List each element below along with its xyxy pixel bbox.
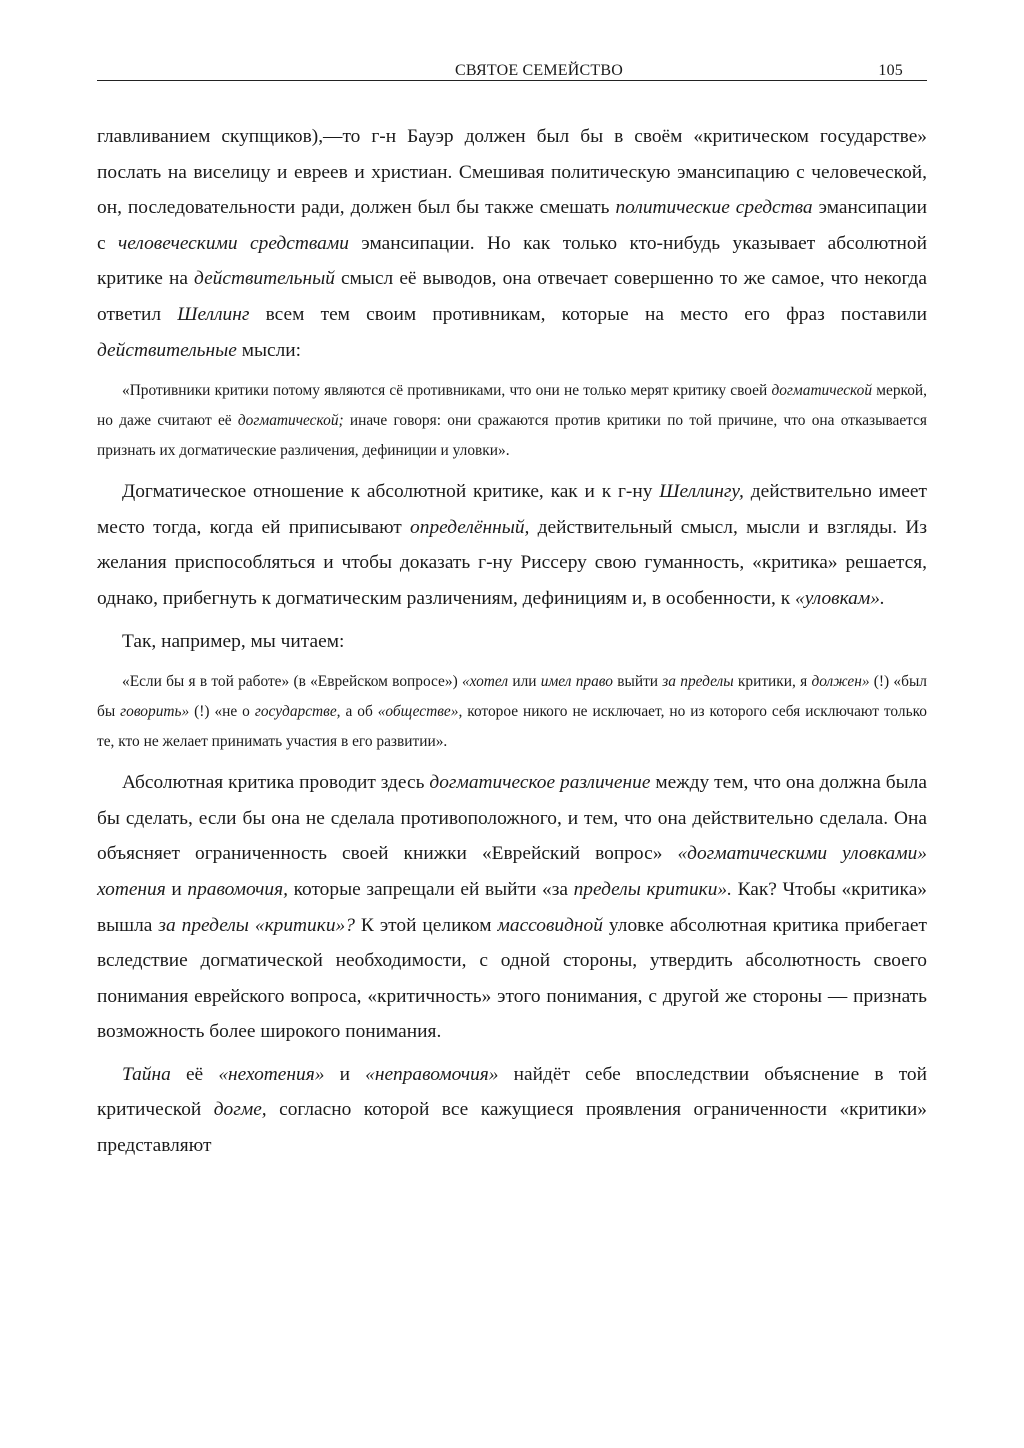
paragraph-2: Догматическое отношение к абсолютной критике, как и к г-ну Шеллингу, действительно имеет место тогда, когда ей приписывают определённый, действительный смысл, мысли и взгляды. Из желания приспособляться и чтобы доказать г-ну Риссеру свою гуманность, «критика» решается, однако, прибегнуть к догматическим различениям, дефинициям и, в особенности, к «уловкам». xyxy=(97,481,927,609)
running-title: СВЯТОЕ СЕМЕЙСТВО xyxy=(455,62,623,79)
book-page xyxy=(97,60,927,1164)
body-text xyxy=(97,119,927,1164)
paragraph-3: Так, например, мы читаем: xyxy=(122,630,345,652)
quotation-1: «Противники критики потому являются сё противниками, что они не только мерят критику своей догматической меркой, но даже считают её догматической; иначе говоря: они сражаются против критики по той причине, что она отказывается признать их догматические различения, дефиниции и уловки». xyxy=(97,382,927,460)
page-number: 105 xyxy=(878,62,903,79)
quotation-2: «Если бы я в той работе» (в «Еврейском вопросе») «хотел или имел право выйти за пределы критики, я должен» (!) «был бы говорить» (!) «не о государстве, а об «обществе», которое никого не исключает, но из которого себя исключают только те, кто не желает принимать участия в его развитии». xyxy=(97,673,927,751)
running-header xyxy=(97,60,927,81)
paragraph-1: главливанием скупщиков),—то г-н Бауэр должен был бы в своём «критическом государстве» послать на виселицу и евреев и христиан. Смешивая политическую эмансипацию с человеческой, он, последовательности ради, должен был бы также смешать политические средства эмансипации с человеческими средствами эмансипации. Но как только кто-нибудь указывает абсолютной критике на действительный смысл её выводов, она отвечает совершенно то же самое, что некогда ответил Шеллинг всем тем своим противникам, которые на место его фраз поставили действительные мысли: xyxy=(97,126,927,361)
paragraph-5: Тайна её «нехотения» и «неправомочия» найдёт себе впоследствии объяснение в той критической догме, согласно которой все кажущиеся проявления ограниченности «критики» представляют xyxy=(97,1063,927,1157)
paragraph-4: Абсолютная критика проводит здесь догматическое различение между тем, что она должна была бы сделать, если бы она не сделала противоположного, и тем, что она действительно сделала. Она объясняет ограниченность своей книжки «Еврейский вопрос» «догматическими уловками» хотения и правомочия, которые запрещали ей выйти «за пределы критики». Как? Чтобы «критика» вышла за пределы «критики»? К этой целиком массовидной уловке абсолютная критика прибегает вследствие догматической необходимости, с одной стороны, утвердить абсолютность своего понимания еврейского вопроса, «критичность» этого понимания, с другой же стороны — признать возможность более широкого понимания. xyxy=(97,772,927,1043)
